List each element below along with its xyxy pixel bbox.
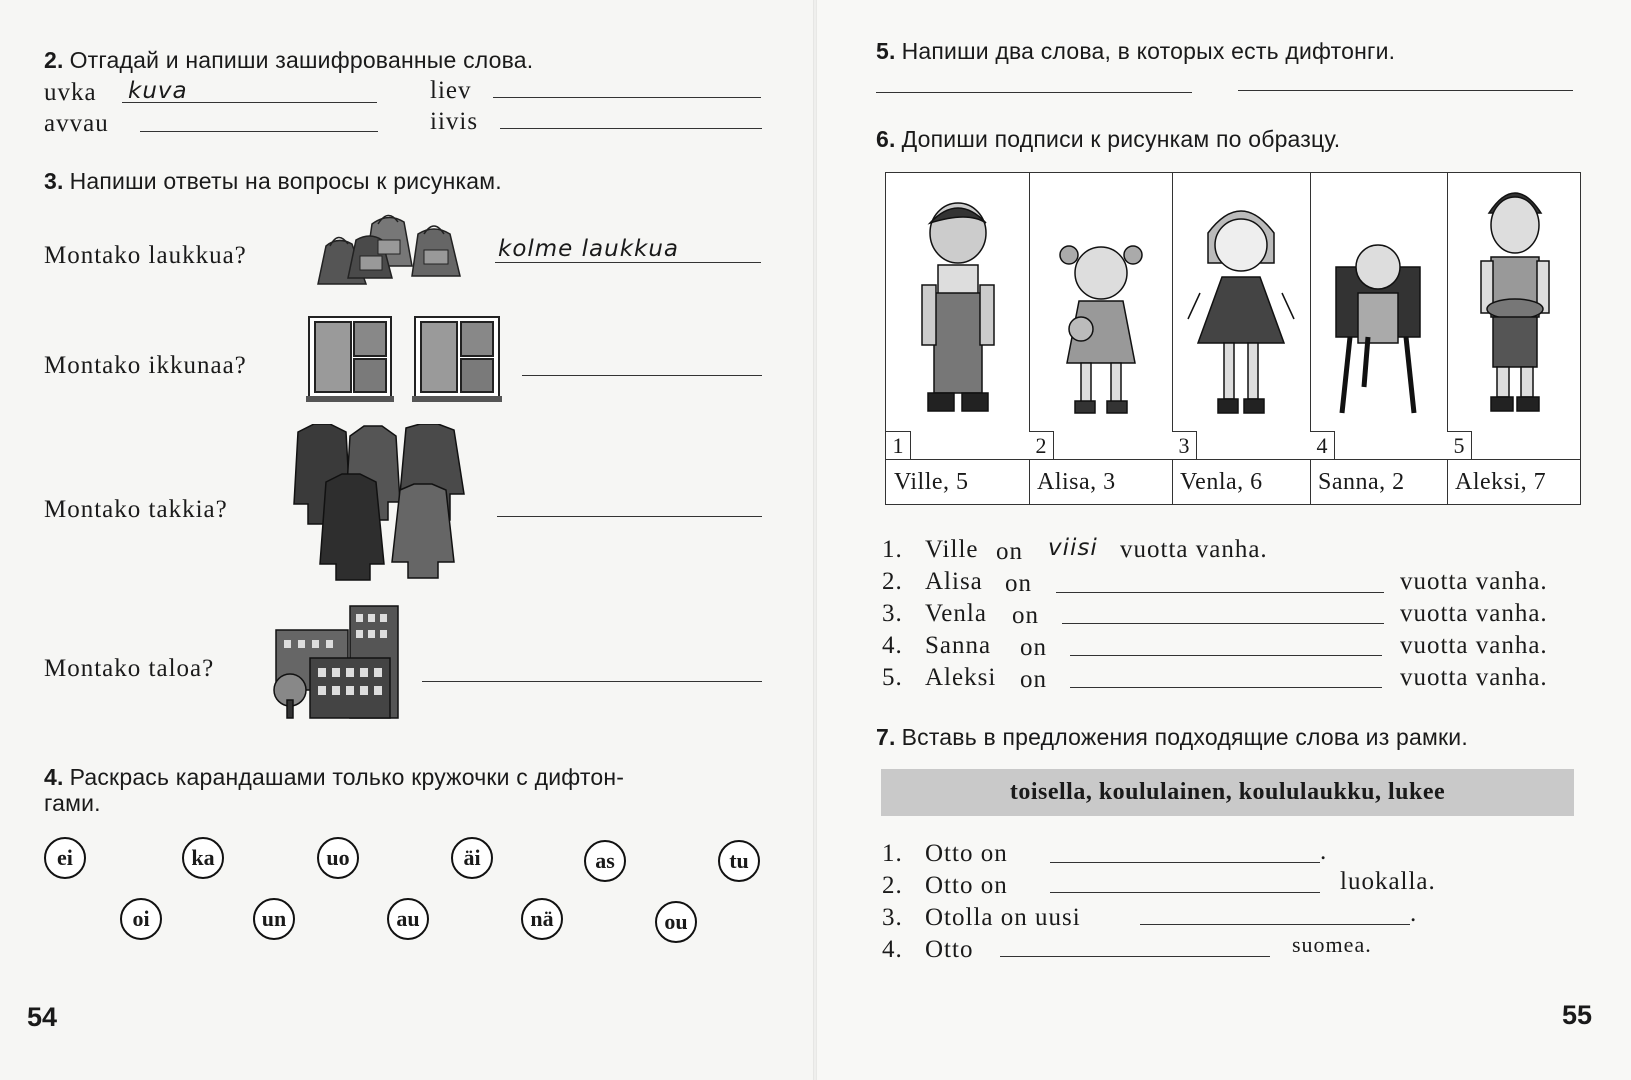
sentence-4-name: Sanna xyxy=(925,632,992,659)
t7-sentence-3-start: Otolla on uusi xyxy=(925,904,1081,931)
task2-word-3: avvau xyxy=(44,110,109,137)
answer-line-bags[interactable] xyxy=(495,262,761,263)
t7-sentence-3-number: 3. xyxy=(882,904,903,931)
children-picture-table xyxy=(885,172,1581,505)
task2-word-4: iivis xyxy=(430,108,479,135)
child-label-3: Venla, 6 xyxy=(1172,459,1310,505)
child-cell-1 xyxy=(886,173,1030,504)
t7-sentence-4-start: Otto xyxy=(925,936,974,963)
sentence-2-on: on xyxy=(1005,570,1032,597)
sentence-2-tail: vuotta vanha. xyxy=(1400,568,1548,595)
sentence-2-number: 2. xyxy=(882,568,903,595)
task5-answer-line-2[interactable] xyxy=(1238,90,1573,91)
task3-text: Напиши ответы на вопросы к рисункам. xyxy=(69,168,502,194)
sentence-3-number: 3. xyxy=(882,600,903,627)
circle-oi[interactable]: oi xyxy=(120,898,162,940)
sentence-2-name: Alisa xyxy=(925,568,983,595)
circle-uo[interactable]: uo xyxy=(317,837,359,879)
circle-as[interactable]: as xyxy=(584,840,626,882)
t7-sentence-2-end: luokalla. xyxy=(1340,868,1436,895)
task2-answer-line-4[interactable] xyxy=(500,128,762,129)
windows-illustration xyxy=(306,314,502,404)
sentence-4-answer-line[interactable] xyxy=(1070,655,1382,656)
word-frame-text: toisella, koululainen, koululaukku, lukee xyxy=(1009,779,1446,805)
child-label-1: Ville, 5 xyxy=(886,459,1029,505)
t7-sentence-4-number: 4. xyxy=(882,936,903,963)
t7-sentence-1-answer-line[interactable] xyxy=(1050,862,1320,863)
circle-ei[interactable]: ei xyxy=(44,837,86,879)
t7-sentence-1-number: 1. xyxy=(882,840,903,867)
sentence-5-tail: vuotta vanha. xyxy=(1400,664,1548,691)
task2-answer-1[interactable]: kuva xyxy=(128,78,188,104)
circle-na[interactable]: nä xyxy=(521,898,563,940)
child-figure-1 xyxy=(908,193,1008,425)
task2-answer-line-3[interactable] xyxy=(140,131,378,132)
t7-sentence-1-start: Otto on xyxy=(925,840,1008,867)
backpacks-illustration xyxy=(308,206,480,292)
task5-number: 5. xyxy=(876,38,896,64)
book-spine xyxy=(813,0,817,1080)
task2-word-2: liev xyxy=(430,77,472,104)
sentence-4-number: 4. xyxy=(882,632,903,659)
t7-sentence-2-start: Otto on xyxy=(925,872,1008,899)
task3-heading xyxy=(44,168,502,195)
circle-ka[interactable]: ka xyxy=(182,837,224,879)
task2-answer-line-2[interactable] xyxy=(493,97,761,98)
child-number-1: 1 xyxy=(886,431,911,460)
sentence-5-number: 5. xyxy=(882,664,903,691)
houses-illustration xyxy=(270,600,402,720)
child-label-5: Aleksi, 7 xyxy=(1447,459,1580,505)
child-number-2: 2 xyxy=(1029,431,1054,460)
t7-sentence-2-number: 2. xyxy=(882,872,903,899)
child-cell-3 xyxy=(1172,173,1311,504)
sentence-5-answer-line[interactable] xyxy=(1070,687,1382,688)
circle-un[interactable]: un xyxy=(253,898,295,940)
task4-text-line1: Раскрась карандашами только кружочки с дифтон- xyxy=(69,764,625,790)
task2-heading xyxy=(44,47,533,74)
task7-number: 7. xyxy=(876,724,896,750)
task2-text: Отгадай и напиши зашифрованные слова. xyxy=(69,47,534,73)
child-figure-5 xyxy=(1467,177,1563,423)
sentence-3-answer-line[interactable] xyxy=(1062,623,1384,624)
task4-text-line2: гами. xyxy=(44,790,101,816)
task4-number: 4. xyxy=(44,764,64,790)
task5-heading xyxy=(876,38,1395,65)
child-label-2: Alisa, 3 xyxy=(1029,459,1172,505)
sentence-2-answer-line[interactable] xyxy=(1056,592,1384,593)
sentence-5-on: on xyxy=(1020,666,1047,693)
circle-ou[interactable]: ou xyxy=(655,901,697,943)
sentence-1-tail: vuotta vanha. xyxy=(1120,536,1268,563)
word-frame xyxy=(881,769,1574,816)
circle-ai[interactable]: äi xyxy=(451,837,493,879)
child-cell-5 xyxy=(1447,173,1580,504)
child-figure-2 xyxy=(1051,233,1151,423)
sentence-3-name: Venla xyxy=(925,600,987,627)
child-figure-4 xyxy=(1328,237,1428,417)
sentence-1-answer[interactable]: viisi xyxy=(1048,535,1098,561)
circle-tu[interactable]: tu xyxy=(718,840,760,882)
task5-answer-line-1[interactable] xyxy=(876,92,1192,93)
child-cell-2 xyxy=(1029,173,1173,504)
t7-sentence-1-end: . xyxy=(1320,838,1328,865)
sentence-3-on: on xyxy=(1012,602,1039,629)
answer-line-houses[interactable] xyxy=(422,681,762,682)
sentence-5-name: Aleksi xyxy=(925,664,997,691)
task3-number: 3. xyxy=(44,168,64,194)
task2-answer-line-1[interactable] xyxy=(122,102,377,103)
page-number-right: 55 xyxy=(1562,1000,1593,1030)
task5-text: Напиши два слова, в которых есть дифтонги. xyxy=(901,38,1396,64)
sentence-1-name: Ville xyxy=(925,536,979,563)
sentence-4-on: on xyxy=(1020,634,1047,661)
coats-illustration xyxy=(288,424,478,582)
question-houses: Montako taloa? xyxy=(44,655,215,682)
task2-word-1: uvka xyxy=(44,79,97,106)
circle-au[interactable]: au xyxy=(387,898,429,940)
task6-heading xyxy=(876,126,1340,153)
child-figure-3 xyxy=(1186,193,1296,425)
task7-heading xyxy=(876,724,1468,751)
task6-number: 6. xyxy=(876,126,896,152)
t7-sentence-3-end: . xyxy=(1410,900,1418,927)
answer-line-windows[interactable] xyxy=(522,375,762,376)
sentence-1-on: on xyxy=(996,538,1023,565)
sentence-3-tail: vuotta vanha. xyxy=(1400,600,1548,627)
t7-sentence-3-answer-line[interactable] xyxy=(1140,924,1410,925)
task7-text: Вставь в предложения подходящие слова из рамки. xyxy=(901,724,1468,750)
t7-sentence-2-answer-line[interactable] xyxy=(1050,892,1320,893)
child-number-3: 3 xyxy=(1172,431,1197,460)
answer-line-coats[interactable] xyxy=(497,516,762,517)
task2-number: 2. xyxy=(44,47,64,73)
child-number-5: 5 xyxy=(1447,431,1472,460)
question-windows: Montako ikkunaa? xyxy=(44,352,247,379)
page-number-left: 54 xyxy=(27,1002,58,1032)
child-label-4: Sanna, 2 xyxy=(1310,459,1447,505)
task6-text: Допиши подписи к рисункам по образцу. xyxy=(901,126,1341,152)
task4-heading xyxy=(44,764,624,791)
sentence-4-tail: vuotta vanha. xyxy=(1400,632,1548,659)
t7-sentence-4-end: suomea. xyxy=(1292,932,1372,957)
sentence-1-number: 1. xyxy=(882,536,903,563)
child-cell-4 xyxy=(1310,173,1448,504)
child-number-4: 4 xyxy=(1310,431,1335,460)
answer-bags[interactable]: kolme laukkua xyxy=(498,236,680,262)
t7-sentence-4-answer-line[interactable] xyxy=(1000,956,1270,957)
question-coats: Montako takkia? xyxy=(44,496,228,523)
question-bags: Montako laukkua? xyxy=(44,242,247,269)
